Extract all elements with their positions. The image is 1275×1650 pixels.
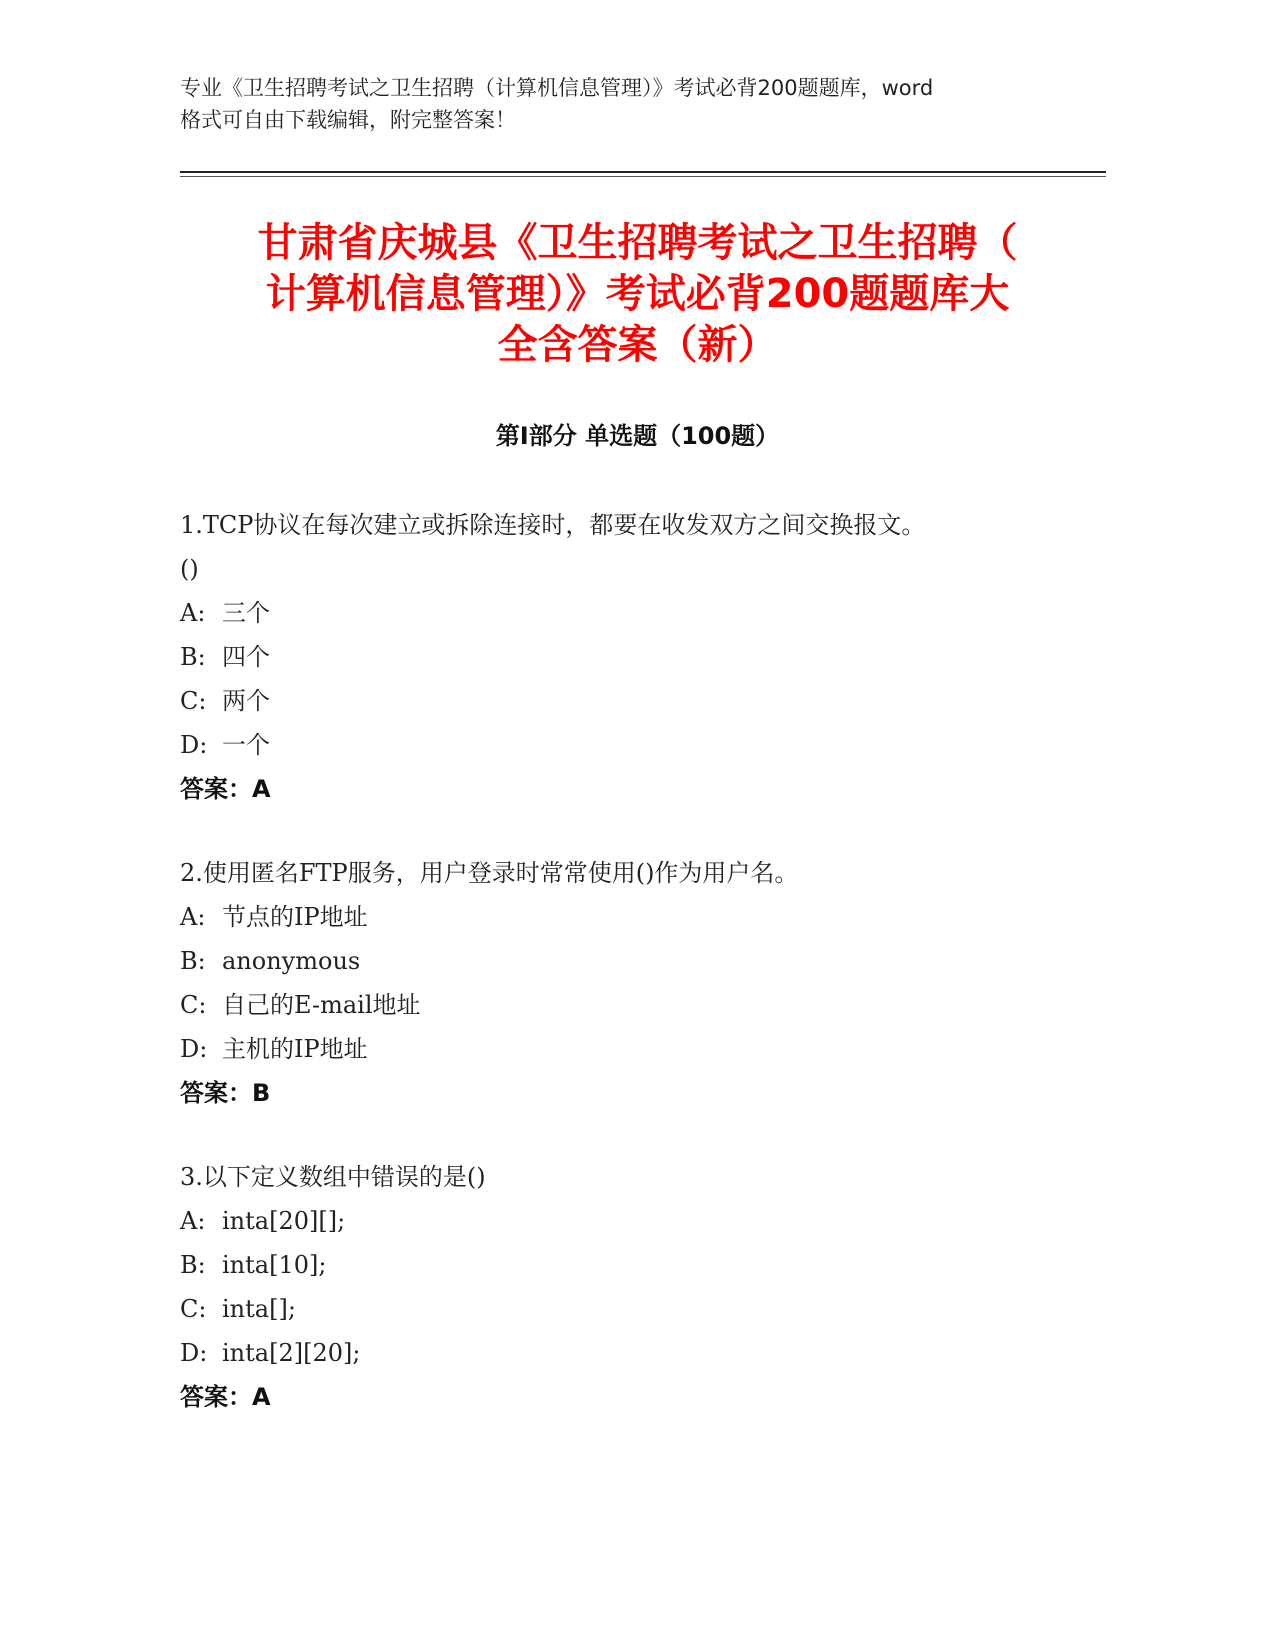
option-d xyxy=(180,1027,1080,1071)
option-a xyxy=(180,1199,1080,1243)
option-key: B: xyxy=(180,947,206,975)
option-text: anonymous xyxy=(222,947,361,975)
question-stem: 1.TCP协议在每次建立或拆除连接时，都要在收发双方之间交换报文。 xyxy=(180,511,926,539)
option-key: B: xyxy=(180,643,206,671)
option-c xyxy=(180,1287,1080,1331)
answer: 答案：A xyxy=(180,775,271,803)
option-text: 节点的IP地址 xyxy=(222,903,368,931)
header-divider-thin xyxy=(180,176,1106,177)
option-c xyxy=(180,983,1080,1027)
option-key: C: xyxy=(180,1295,207,1323)
option-key: D: xyxy=(180,731,208,759)
question-1 xyxy=(180,503,1080,811)
question-3 xyxy=(180,1155,1080,1419)
option-key: A: xyxy=(180,903,206,931)
option-b xyxy=(180,635,1080,679)
option-key: B: xyxy=(180,1251,206,1279)
option-b xyxy=(180,939,1080,983)
option-text: 四个 xyxy=(222,643,270,671)
option-b xyxy=(180,1243,1080,1287)
option-text: 两个 xyxy=(222,687,270,715)
option-text: 一个 xyxy=(222,731,270,759)
question-2 xyxy=(180,851,1080,1115)
option-text: inta[10]; xyxy=(222,1251,327,1279)
header-note-line-1: 专业《卫生招聘考试之卫生招聘（计算机信息管理）》考试必背200题题库，word xyxy=(180,76,934,100)
header-divider-thick xyxy=(180,171,1106,173)
option-key: A: xyxy=(180,1207,206,1235)
answer: 答案：A xyxy=(180,1383,271,1411)
option-key: D: xyxy=(180,1339,208,1367)
question-stem-continuation: () xyxy=(180,555,199,583)
option-text: inta[20][]; xyxy=(222,1207,346,1235)
option-key: C: xyxy=(180,991,207,1019)
option-a xyxy=(180,895,1080,939)
option-text: inta[2][20]; xyxy=(222,1339,361,1367)
document-title-line-3: 全含答案（新） xyxy=(497,322,778,368)
answer: 答案：B xyxy=(180,1079,271,1107)
option-text: 主机的IP地址 xyxy=(222,1035,368,1063)
option-key: A: xyxy=(180,599,206,627)
option-text: inta[]; xyxy=(222,1295,296,1323)
option-d xyxy=(180,723,1080,767)
document-title-line-2: 计算机信息管理）》考试必背200题题库大 xyxy=(265,271,1010,317)
option-key: C: xyxy=(180,687,207,715)
option-key: D: xyxy=(180,1035,208,1063)
section-title: 第I部分 单选题（100题） xyxy=(495,422,780,450)
option-c xyxy=(180,679,1080,723)
option-a xyxy=(180,591,1080,635)
question-stem: 2.使用匿名FTP服务，用户登录时常常使用()作为用户名。 xyxy=(180,859,799,887)
document-title xyxy=(150,218,1125,371)
option-text: 三个 xyxy=(222,599,270,627)
document-title-line-1: 甘肃省庆城县《卫生招聘考试之卫生招聘（ xyxy=(257,220,1018,266)
question-stem: 3.以下定义数组中错误的是() xyxy=(180,1163,486,1191)
option-text: 自己的E-mail地址 xyxy=(222,991,421,1019)
header-note xyxy=(180,72,1060,136)
header-note-line-2: 格式可自由下载编辑，附完整答案！ xyxy=(180,108,516,132)
option-d xyxy=(180,1331,1080,1375)
